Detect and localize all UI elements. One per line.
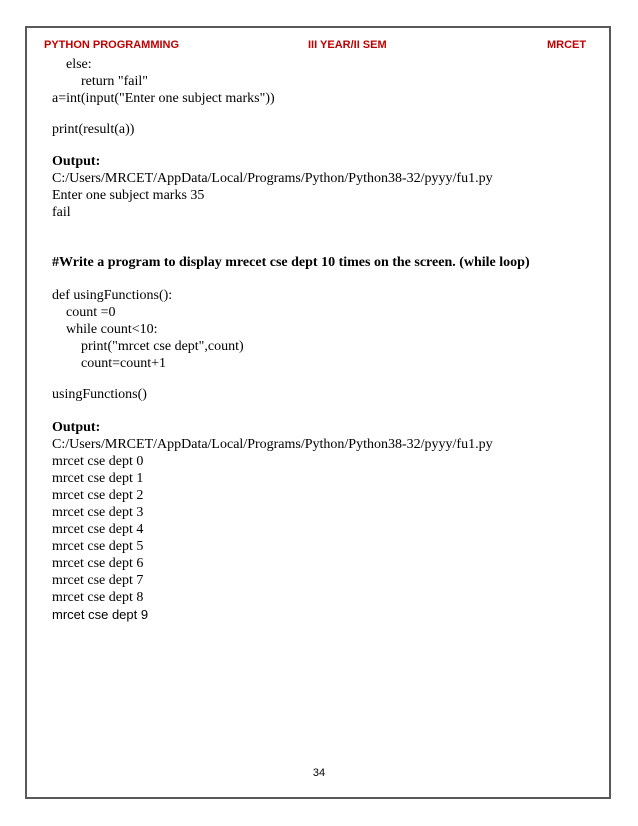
section-heading: #Write a program to display mrecet cse dept 10 times on the screen. (while loop): [52, 255, 530, 270]
output-line: mrcet cse dept 6: [52, 556, 144, 571]
output-line: mrcet cse dept 7: [52, 573, 144, 588]
code-line: count=count+1: [81, 356, 166, 371]
code-line: return "fail": [81, 74, 149, 89]
page-border: [25, 26, 611, 799]
output-line: C:/Users/MRCET/AppData/Local/Programs/Python/Python38-32/pyyy/fu1.py: [52, 437, 493, 452]
output-heading: Output:: [52, 420, 101, 435]
output-line: mrcet cse dept 8: [52, 590, 144, 605]
code-line: usingFunctions(): [52, 387, 147, 402]
output-line: C:/Users/MRCET/AppData/Local/Programs/Python/Python38-32/pyyy/fu1.py: [52, 171, 493, 186]
output-line: mrcet cse dept 2: [52, 488, 144, 503]
header-institution: MRCET: [547, 39, 587, 51]
page-header: [0, 39, 638, 55]
output-line: mrcet cse dept 9: [52, 607, 149, 622]
output-line: mrcet cse dept 0: [52, 454, 144, 469]
page-number: 34: [312, 767, 326, 779]
output-line: mrcet cse dept 5: [52, 539, 144, 554]
code-line: print("mrcet cse dept",count): [81, 339, 244, 354]
code-line: while count<10:: [66, 322, 158, 337]
output-line: mrcet cse dept 3: [52, 505, 144, 520]
header-course-title: PYTHON PROGRAMMING: [44, 39, 180, 51]
output-line: Enter one subject marks 35: [52, 188, 205, 203]
code-line: else:: [66, 57, 92, 72]
code-line: a=int(input("Enter one subject marks")): [52, 91, 275, 106]
output-line: mrcet cse dept 1: [52, 471, 144, 486]
header-year-semester: III YEAR/II SEM: [308, 39, 387, 51]
code-line: count =0: [66, 305, 116, 320]
output-line: fail: [52, 205, 71, 220]
code-line: print(result(a)): [52, 122, 135, 137]
code-line: def usingFunctions():: [52, 288, 173, 303]
output-heading: Output:: [52, 154, 101, 169]
output-line: mrcet cse dept 4: [52, 522, 144, 537]
